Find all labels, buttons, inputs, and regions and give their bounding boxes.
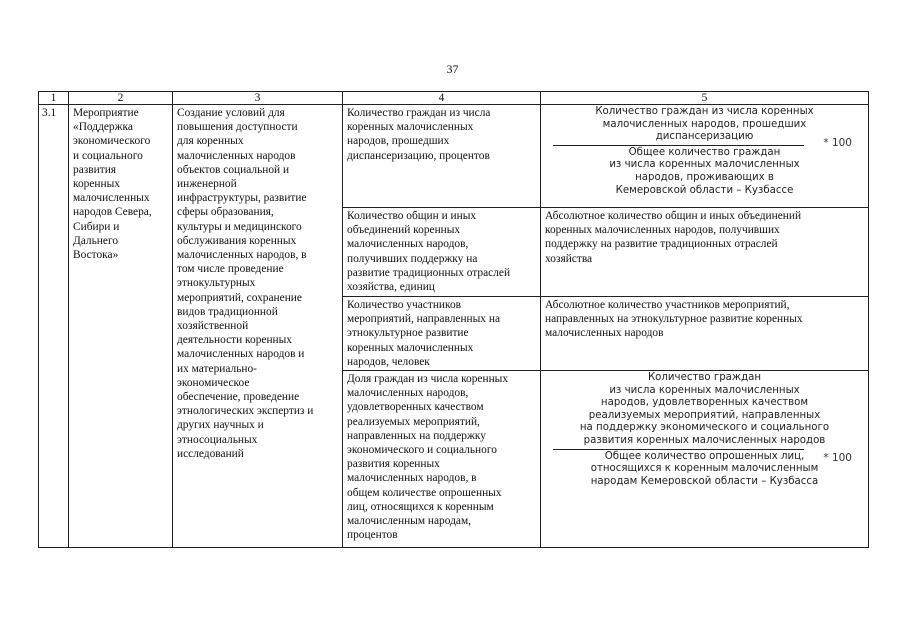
text-line: Количество общин и иных xyxy=(347,210,477,222)
formula-4-denominator xyxy=(545,451,864,489)
text-line: диспансеризацию xyxy=(655,131,754,143)
table-row xyxy=(39,105,869,208)
indicator-name-2 xyxy=(343,208,541,297)
header-cell-5: 5 xyxy=(541,92,869,105)
text-line: поддержку на развитие традиционных отраслей xyxy=(545,238,778,251)
text-line: и социального xyxy=(73,149,143,162)
text-line: народов, прошедших xyxy=(347,135,450,148)
text-line: малочисленных xyxy=(73,192,150,205)
text-line: народов, проживающих в xyxy=(635,171,774,183)
text-line: малочисленных народов, xyxy=(347,387,469,400)
text-line: реализуемых мероприятий, xyxy=(347,415,480,428)
text-line: малочисленных народов, в xyxy=(347,472,477,485)
indicator-method-2 xyxy=(541,208,869,297)
text-line: удовлетворенных качеством xyxy=(347,401,484,414)
text-line: Востока» xyxy=(73,249,119,262)
text-line: Количество граждан xyxy=(647,372,762,383)
indicator-name-1 xyxy=(343,105,541,208)
text-line: лиц, относящихся к коренным xyxy=(347,500,494,513)
text-line: Дальнего xyxy=(73,234,119,247)
header-cell-3: 3 xyxy=(173,92,343,105)
text-line: народов, удовлетворенных качеством xyxy=(600,397,809,409)
text-line: Мероприятие xyxy=(73,107,139,119)
indicator-name-3 xyxy=(343,297,541,371)
text-line: объединений коренных xyxy=(347,224,461,237)
header-cell-1: 1 xyxy=(39,92,69,105)
text-line: Абсолютное количество общин и иных объединений xyxy=(545,210,802,222)
text-line: диспансеризацию, процентов xyxy=(347,149,490,162)
text-line: деятельности коренных xyxy=(177,334,292,347)
text-line: коренных малочисленных xyxy=(347,121,474,134)
text-line: экономическое xyxy=(177,376,250,389)
header-cell-4: 4 xyxy=(343,92,541,105)
text-line: экономического xyxy=(73,135,151,148)
formula-4-multiplier: * 100 xyxy=(823,452,852,464)
text-line: процентов xyxy=(347,529,398,542)
text-line: исследований xyxy=(177,447,244,460)
text-line: «Поддержка xyxy=(73,121,133,134)
text-line: получивших поддержку на xyxy=(347,252,478,265)
text-line: направленных на поддержку xyxy=(347,429,486,442)
formula-1-multiplier: * 100 xyxy=(823,137,852,149)
text-line: направленных на этнокультурное развитие коренных xyxy=(545,313,803,326)
text-line: хозяйства, единиц xyxy=(347,281,435,294)
header-row xyxy=(39,92,869,105)
text-line: этносоциальных xyxy=(177,433,258,446)
text-line: обеспечение, проведение xyxy=(177,391,300,404)
text-line: Доля граждан из числа коренных xyxy=(347,373,509,385)
text-line: этнокультурное развитие xyxy=(347,327,469,340)
text-line: Количество граждан из числа коренных xyxy=(595,106,814,117)
text-line: коренных малочисленных народов, получивших xyxy=(545,224,780,237)
text-line: коренных xyxy=(73,178,120,191)
event-description xyxy=(173,105,343,548)
text-line: малочисленных народов xyxy=(177,149,296,162)
text-line: инженерной xyxy=(177,178,237,191)
indicators-table xyxy=(38,91,869,548)
row-number: 3.1 xyxy=(39,105,69,548)
text-line: относящихся к коренным малочисленным xyxy=(590,463,819,475)
text-line: малочисленным народам, xyxy=(347,515,472,528)
text-line: этнологических экспертиз и xyxy=(177,405,314,418)
text-line: из числа коренных малочисленных xyxy=(609,384,800,396)
text-line: народам Кемеровской области – Кузбасса xyxy=(590,475,819,487)
text-line: экономического и социального xyxy=(347,444,497,457)
text-line: инфраструктуры, развитие xyxy=(177,192,307,205)
text-line: Общее количество граждан xyxy=(628,146,781,158)
text-line: малочисленных народов, в xyxy=(177,249,307,262)
indicator-formula-4 xyxy=(541,371,869,548)
text-line: реализуемых мероприятий, направленных xyxy=(588,409,821,421)
text-line: Абсолютное количество участников мероприятий, xyxy=(545,299,790,311)
text-line: малочисленных народов xyxy=(545,327,664,340)
text-line: развития коренных xyxy=(347,458,440,471)
text-line: развития коренных малочисленных народов xyxy=(583,434,826,446)
text-line: народов, человек xyxy=(347,355,430,368)
formula-4-numerator xyxy=(545,372,864,448)
text-line: на поддержку экономического и социального xyxy=(579,422,830,434)
text-line: из числа коренных малочисленных xyxy=(609,159,800,171)
text-line: общем количестве опрошенных xyxy=(347,486,502,499)
text-line: хозяйства xyxy=(545,252,593,265)
text-line: том числе проведение xyxy=(177,263,284,276)
text-line: для коренных xyxy=(177,135,244,148)
text-line: коренных малочисленных xyxy=(347,341,474,354)
text-line: развития xyxy=(73,163,117,176)
text-line: культуры и медицинского xyxy=(177,220,302,233)
text-line: Кемеровской области – Кузбассе xyxy=(615,184,794,196)
text-line: видов традиционной xyxy=(177,305,278,318)
text-line: их материально- xyxy=(177,362,257,375)
text-line: народов Севера, xyxy=(73,206,152,219)
text-line: Количество граждан из числа xyxy=(347,107,491,119)
formula-1-fraction-line xyxy=(553,145,804,146)
formula-1 xyxy=(545,106,864,197)
text-line: мероприятий, сохранение xyxy=(177,291,302,304)
indicator-formula-1 xyxy=(541,105,869,208)
header-cell-2: 2 xyxy=(69,92,173,105)
text-line: хозяйственной xyxy=(177,320,249,333)
indicator-name-4 xyxy=(343,371,541,548)
text-line: Сибири и xyxy=(73,220,120,233)
formula-4 xyxy=(545,372,864,488)
event-name xyxy=(69,105,173,548)
indicator-method-3 xyxy=(541,297,869,371)
formula-1-numerator xyxy=(545,106,864,144)
text-line: развитие традиционных отраслей xyxy=(347,266,511,279)
text-line: малочисленных народов, прошедших xyxy=(602,118,807,130)
text-line: малочисленных народов, xyxy=(347,238,469,251)
text-line: Количество участников xyxy=(347,299,462,311)
text-line: обслуживания коренных xyxy=(177,234,297,247)
text-line: этнокультурных xyxy=(177,277,256,290)
page-number: 37 xyxy=(446,62,459,76)
text-line: Создание условий для xyxy=(177,107,285,119)
text-line: объектов социальной и xyxy=(177,163,290,176)
text-line: сферы образования, xyxy=(177,206,274,219)
text-line: повышения доступности xyxy=(177,121,298,134)
formula-4-fraction-line xyxy=(553,449,804,450)
text-line: Общее количество опрошенных лиц, xyxy=(604,450,805,462)
text-line: малочисленных народов и xyxy=(177,348,305,361)
text-line: мероприятий, направленных на xyxy=(347,313,501,326)
text-line: других научных и xyxy=(177,419,264,432)
formula-1-denominator xyxy=(545,147,864,197)
